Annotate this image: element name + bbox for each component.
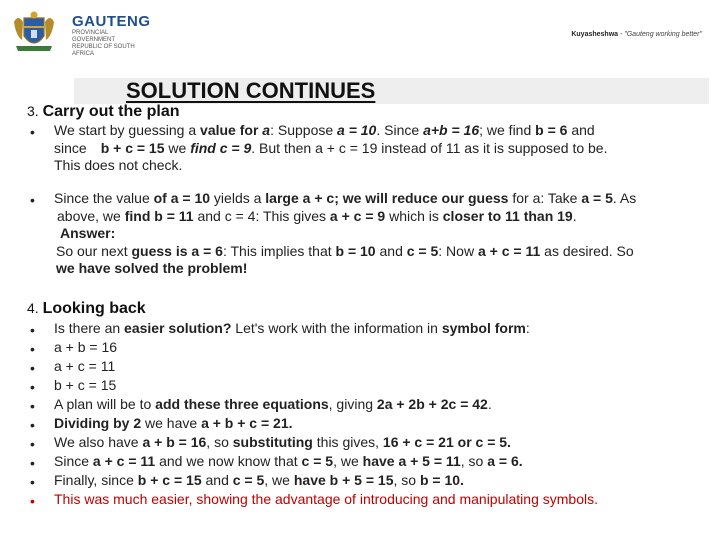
step4-heading: 4. Looking back: [27, 300, 146, 317]
step3-b2-line5: we have solved the problem!: [56, 260, 248, 276]
step3-answer-label: Answer:: [60, 225, 116, 241]
step4-item-2: a + b = 16: [54, 339, 118, 355]
step4-item-8: Since a + c = 11 and we now know that c = 5, we have a + 5 = 11, so a = 6.: [54, 453, 523, 469]
bullet-dot: •: [30, 398, 35, 414]
bullet-dot: •: [30, 124, 35, 140]
step3-b2-line2: above, we find b = 11 and c = 4: This gives a + c = 9 which is closer to 11 than 19.: [57, 207, 577, 224]
bullet-dot: •: [30, 360, 35, 376]
bullet-dot: •: [30, 455, 35, 471]
brand-name: GAUTENG: [72, 13, 151, 30]
tagline: Kuyasheshwa - "Gauteng working better": [571, 31, 702, 38]
gauteng-logo: [10, 10, 151, 57]
bullet-dot: •: [30, 417, 35, 433]
step4-item-5: A plan will be to add these three equations, giving 2a + 2b + 2c = 42.: [54, 396, 492, 412]
step3-b2-line4: So our next guess is a = 6: This implies that b = 10 and c = 5: Now a + c = 11 as desired. So: [56, 242, 634, 259]
bullet-dot: •: [30, 493, 35, 509]
step4-item-4: b + c = 15: [54, 377, 117, 393]
step4-item-1: Is there an easier solution? Let's work with the information in symbol form:: [54, 320, 530, 336]
step3-bullet-2: [54, 190, 704, 278]
bullet-dot: •: [30, 341, 35, 357]
step3-heading: 3. Carry out the plan: [27, 103, 180, 120]
step3-bullet-1: [54, 122, 704, 175]
step4-item-7: We also have a + b = 16, so substituting this gives, 16 + c = 21 or c = 5.: [54, 434, 511, 450]
brand-subtitle-1: PROVINCIAL GOVERNMENT: [72, 30, 116, 43]
step4-item-9: Finally, since b + c = 15 and c = 5, we have b + 5 = 15, so b = 10.: [54, 472, 464, 488]
bullet-dot: •: [30, 322, 35, 338]
brand-subtitle-2: REPUBLIC OF SOUTH AFRICA: [72, 44, 135, 57]
step3-b1-line2: since b + c = 15 we find c = 9. But then a + c = 19 instead of 11 as it is supposed to be.: [54, 139, 608, 156]
step4-item-3: a + c = 11: [54, 358, 116, 374]
bullet-dot: •: [30, 379, 35, 395]
step3-b2-line1: Since the value of a = 10 yields a large a + c; we will reduce our guess for a: Take a = 5. As: [54, 190, 637, 206]
slide-title: SOLUTION CONTINUES: [126, 78, 376, 103]
step4-item-10: This was much easier, showing the advantage of introducing and manipulating symbols.: [54, 491, 598, 507]
step4-item-6: Dividing by 2 we have a + b + c = 21.: [54, 415, 293, 431]
bullet-dot: •: [30, 436, 35, 452]
step3-b1-line1: We start by guessing a value for a: Suppose a = 10. Since a+b = 16; we find b = 6 and: [54, 122, 595, 138]
brand-block: [72, 13, 151, 58]
bullet-dot: •: [30, 474, 35, 490]
slide-header: [0, 0, 720, 70]
coat-of-arms-icon: [10, 10, 58, 54]
bullet-dot: •: [30, 192, 35, 208]
step3-b1-line3: This does not check.: [54, 157, 183, 173]
